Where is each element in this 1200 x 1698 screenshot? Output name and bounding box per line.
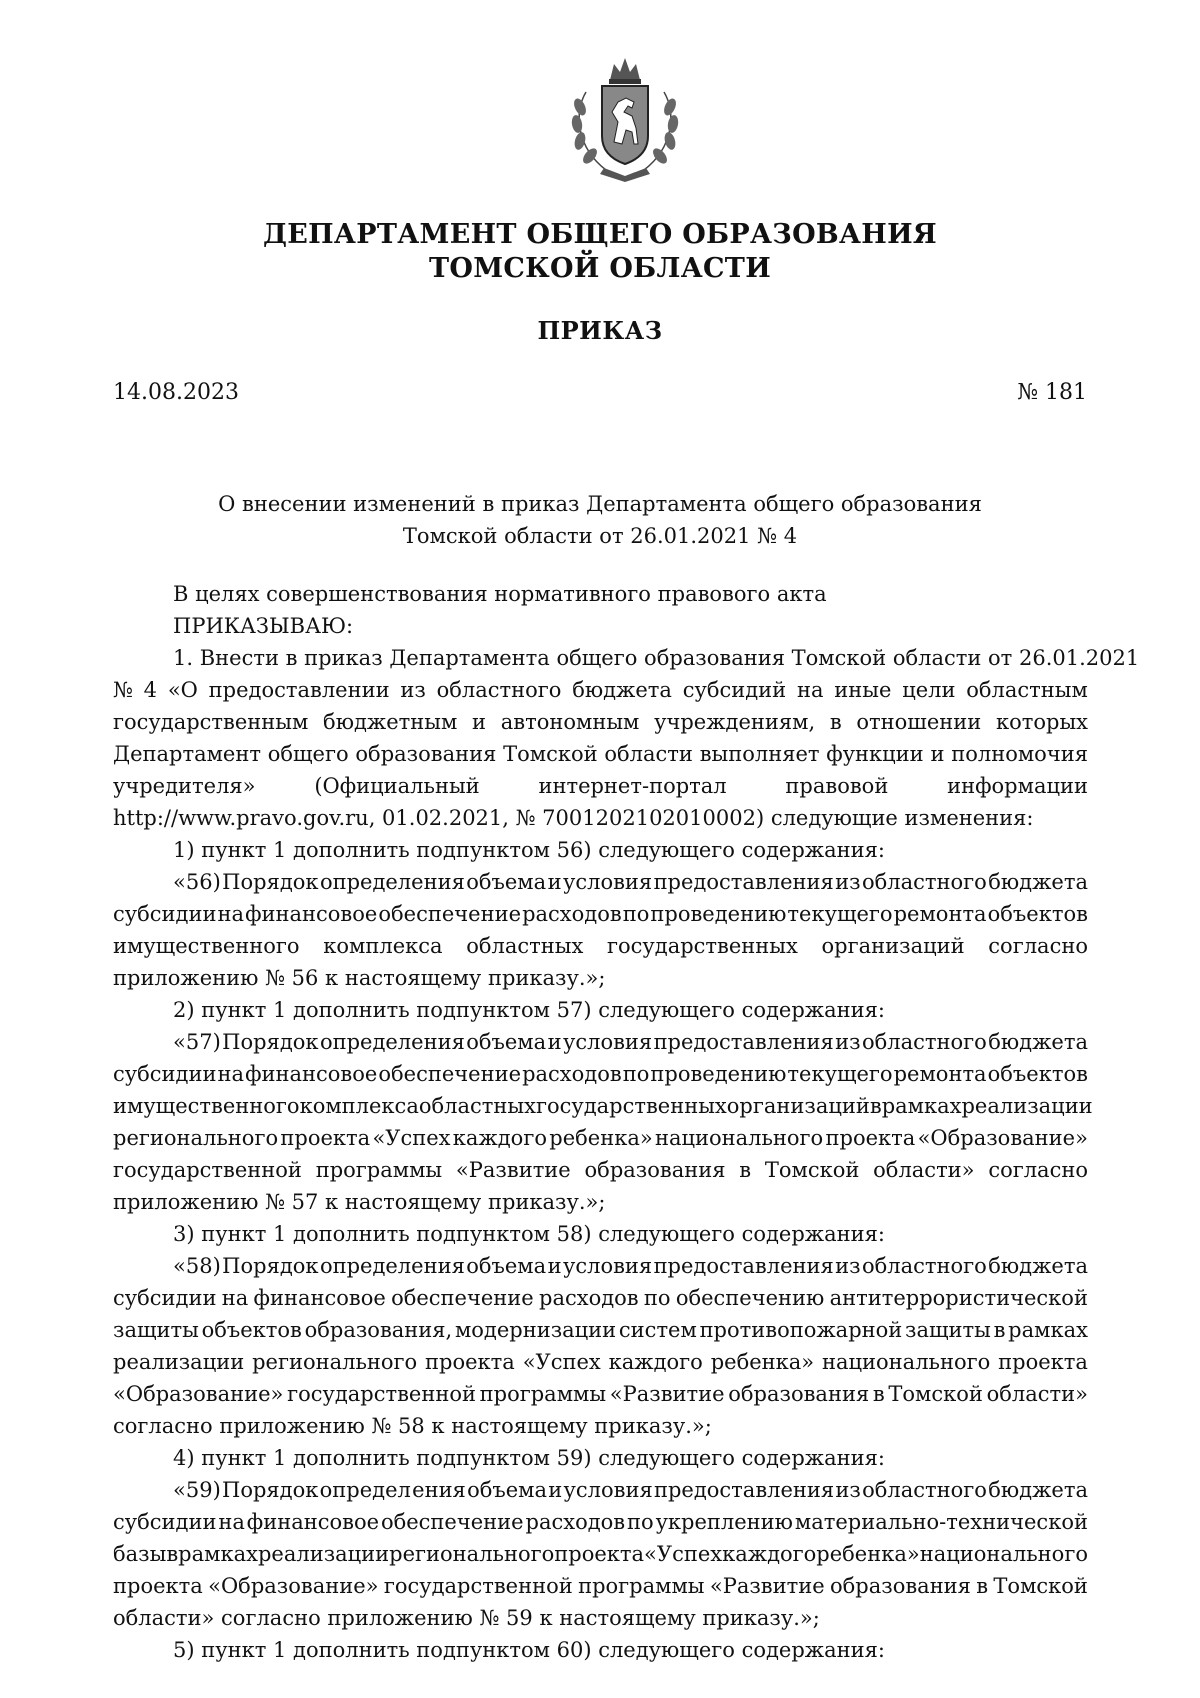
body-line: субсидии на финансовое обеспечение расходов по обеспечению антитеррористической xyxy=(113,1286,1088,1310)
body-line: базы в рамках реализации регионального проекта «Успех каждого ребенка» национального xyxy=(113,1542,1088,1566)
body-line: 4) пункт 1 дополнить подпунктом 59) следующего содержания: xyxy=(173,1446,885,1470)
subject-line: О внесении изменений в приказ Департамента общего образования xyxy=(218,492,982,516)
body-line: 3) пункт 1 дополнить подпунктом 58) следующего содержания: xyxy=(173,1222,885,1246)
tomsk-oblast-coat-of-arms-icon xyxy=(566,52,684,182)
body-line: приложению № 57 к настоящему приказу.»; xyxy=(113,1190,606,1214)
body-line: имущественного комплекса областных государственных организаций в рамках реализации xyxy=(113,1094,1093,1118)
body-line: Департамент общего образования Томской области выполняет функции и полномочия xyxy=(113,742,1088,766)
body-line: области» согласно приложению № 59 к настоящему приказу.»; xyxy=(113,1606,820,1630)
body-line: 5) пункт 1 дополнить подпунктом 60) следующего содержания: xyxy=(173,1638,885,1662)
body-line: имущественного комплекса областных государственных организаций согласно xyxy=(113,934,1088,958)
body-line: субсидии на финансовое обеспечение расходов по проведению текущего ремонта объектов xyxy=(113,1062,1088,1086)
body-line: субсидии на финансовое обеспечение расходов по укреплению материально-технической xyxy=(113,1510,1088,1534)
body-line: «57) Порядок определения объема и условия предоставления из областного бюджета xyxy=(173,1030,1088,1054)
body-line: № 4 «О предоставлении из областного бюджета субсидий на иные цели областным xyxy=(113,678,1088,702)
body-line: проекта «Образование» государственной программы «Развитие образования в Томской xyxy=(113,1574,1088,1598)
body-line: субсидии на финансовое обеспечение расходов по проведению текущего ремонта объектов xyxy=(113,902,1088,926)
body-line: 1. Внести в приказ Департамента общего образования Томской области от 26.01.2021 xyxy=(173,646,1140,670)
document-subject xyxy=(0,488,1200,552)
document-number: № 181 xyxy=(1017,380,1087,405)
body-line: 1) пункт 1 дополнить подпунктом 56) следующего содержания: xyxy=(173,838,885,862)
body-line: реализации регионального проекта «Успех каждого ребенка» национального проекта xyxy=(113,1350,1088,1374)
body-line: защиты объектов образования, модернизации систем противопожарной защиты в рамках xyxy=(113,1318,1088,1342)
document-body xyxy=(113,578,1140,1666)
document-date: 14.08.2023 xyxy=(113,380,239,405)
body-line: государственным бюджетным и автономным учреждениям, в отношении которых xyxy=(113,710,1088,734)
body-line: согласно приложению № 58 к настоящему приказу.»; xyxy=(113,1414,712,1438)
body-line: регионального проекта «Успех каждого ребенка» национального проекта «Образование» xyxy=(113,1126,1088,1150)
document-type: ПРИКАЗ xyxy=(537,316,663,345)
organization-name-line-1: ДЕПАРТАМЕНТ ОБЩЕГО ОБРАЗОВАНИЯ xyxy=(262,219,938,250)
body-line: http://www.pravo.gov.ru, 01.02.2021, № 7001202102010002) следующие изменения: xyxy=(113,806,1034,830)
body-line: «58) Порядок определения объема и условия предоставления из областного бюджета xyxy=(173,1254,1088,1278)
body-line: государственной программы «Развитие образования в Томской области» согласно xyxy=(113,1158,1088,1182)
body-line: ПРИКАЗЫВАЮ: xyxy=(173,614,354,638)
body-line: приложению № 56 к настоящему приказу.»; xyxy=(113,966,606,990)
subject-line: Томской области от 26.01.2021 № 4 xyxy=(402,524,798,548)
body-line: 2) пункт 1 дополнить подпунктом 57) следующего содержания: xyxy=(173,998,885,1022)
body-line: «59) Порядок определ ения объема и условия предоставления из областного бюджета xyxy=(173,1478,1088,1502)
body-line: «Образование» государственной программы «Развитие образования в Томской области» xyxy=(113,1382,1088,1406)
body-line: В целях совершенствования нормативного правового акта xyxy=(173,582,827,606)
body-line: учредителя» (Официальный интернет-портал правовой информации xyxy=(113,774,1088,798)
organization-name-line-2: ТОМСКОЙ ОБЛАСТИ xyxy=(428,253,772,284)
body-line: «56) Порядок определения объема и условия предоставления из областного бюджета xyxy=(173,870,1088,894)
